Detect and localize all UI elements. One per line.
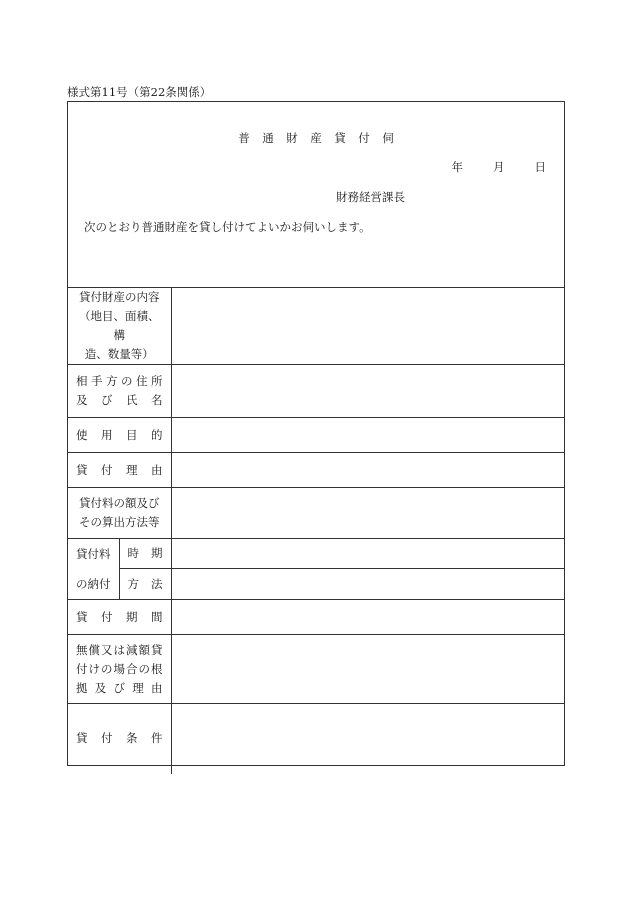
form-title <box>68 130 564 146</box>
label-line: 及び氏名 <box>76 393 163 407</box>
row-label-free-reduced <box>68 641 171 698</box>
label-cell <box>68 600 171 635</box>
form-number: 様式第11号（第22条関係） <box>67 85 212 99</box>
table-row <box>68 453 564 488</box>
addressee: 財務経営課長 <box>336 190 405 204</box>
row-label-counterparty <box>68 372 171 410</box>
row-label-conditions: 貸付条件 <box>76 731 163 746</box>
table-row <box>68 288 564 365</box>
value-cell-reason[interactable] <box>171 453 564 488</box>
label-cell <box>68 488 171 539</box>
form-header <box>68 102 564 288</box>
title-char: 付 <box>358 131 370 145</box>
row-label-period: 貸付期間 <box>76 609 163 624</box>
label-cell <box>68 704 171 774</box>
table-row <box>68 569 564 600</box>
value-cell-purpose[interactable] <box>171 418 564 453</box>
label-line: 無償又は減額貸 <box>76 642 163 657</box>
row-label-fee-payment <box>68 539 119 599</box>
value-cell-free-reduced[interactable] <box>171 635 564 704</box>
row-label-fee-method: 方法 <box>127 576 163 591</box>
value-cell-fee-calc[interactable] <box>171 488 564 539</box>
table-row <box>68 539 564 569</box>
label-line: 付けの場合の根 <box>76 661 163 676</box>
row-label-fee-timing: 時期 <box>127 546 163 560</box>
date-line <box>452 159 547 175</box>
title-char: 通 <box>262 131 274 145</box>
label-cell <box>68 635 171 704</box>
value-cell-counterparty[interactable] <box>171 365 564 418</box>
row-label-reason: 貸付理由 <box>76 462 163 477</box>
value-cell-conditions[interactable] <box>171 704 564 774</box>
table-row <box>68 365 564 418</box>
label-cell <box>68 365 171 418</box>
title-char: 貸 <box>334 131 346 145</box>
table-row <box>68 418 564 453</box>
label-line: （地目、面積、構 <box>79 309 160 342</box>
title-char: 産 <box>310 131 322 145</box>
label-line: の納付 <box>76 577 111 591</box>
row-label-property-content <box>68 288 171 364</box>
title-char: 普 <box>238 131 250 145</box>
label-line: 相手方の住所 <box>76 374 163 388</box>
row-label-fee-calc <box>68 494 171 532</box>
label-line: 貸付財産の内容 <box>79 290 160 304</box>
label-cell <box>68 539 119 600</box>
label-line: 拠及び理由 <box>76 680 163 695</box>
table-row <box>68 488 564 539</box>
label-line: 貸付料の額及び <box>79 496 160 510</box>
date-year: 年 <box>451 160 463 174</box>
label-cell <box>68 453 171 488</box>
title-char: 伺 <box>382 131 394 145</box>
label-line: 造、数量等） <box>84 347 154 361</box>
table-row <box>68 704 564 774</box>
value-cell-fee-method[interactable] <box>171 569 564 600</box>
label-line: その算出方法等 <box>79 515 160 529</box>
value-cell-property-content[interactable] <box>171 288 564 365</box>
date-month: 月 <box>493 160 505 174</box>
form-box <box>67 101 565 766</box>
table-row <box>68 600 564 635</box>
label-cell <box>119 539 171 569</box>
label-cell <box>68 288 171 365</box>
value-cell-fee-timing[interactable] <box>171 539 564 569</box>
date-day: 日 <box>534 160 546 174</box>
value-cell-period[interactable] <box>171 600 564 635</box>
row-label-purpose: 使用目的 <box>76 427 163 442</box>
label-cell <box>68 418 171 453</box>
table-row <box>68 635 564 704</box>
items-table <box>68 288 564 774</box>
title-char: 財 <box>286 131 298 145</box>
label-line: 貸付料 <box>76 547 111 561</box>
request-text: 次のとおり普通財産を貸し付けてよいかお伺いします。 <box>84 220 371 234</box>
label-cell <box>119 569 171 600</box>
